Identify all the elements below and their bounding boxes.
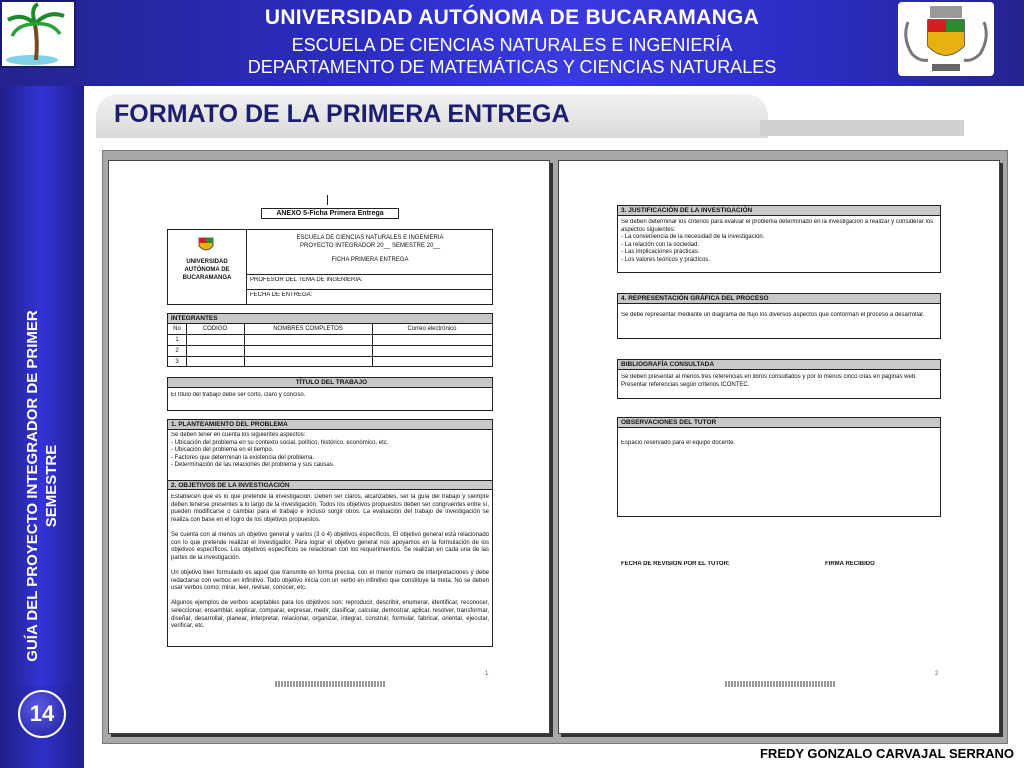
university-logo-caption: UNIVERSIDAD AUTÓNOMA DE BUCARAMANGA: [182, 259, 232, 281]
school-block: ESCUELA DE CIENCIAS NATURALES E INGENIERÍA PROYECTO INTEGRADOR 20__ SEMESTRE 20__: [296, 235, 444, 249]
graphic-header: 4. REPRESENTACIÓN GRÁFICA DEL PROCESO: [618, 294, 940, 304]
form-header-table: [167, 229, 493, 305]
objectives-text: Establecen qué es lo que pretende la investigación. Deben ser claros, alcanzables, ser la guía del trabajo y siempre deben tenerse presentes a lo largo de la investigación. Todos los objetivos propuestos deben ser congruentes entre sí, pueden modificarse o cambiar para el trabajo e incluso surgir otros. La evaluación del trabajo de investigación se realiza con base en el logro de los objetivos propuestos. Se cuenta con al menos un objetivo general y varios (3 ó 4) objetivos específicos. El objetivo general está relacionado con lo que pretende realizar el investigador. Para lograr el objetivo general nos apoyamos en la formulación de los objetivos específicos. Los objetivos específicos se relacionan con los requerimientos. Se realizan en cada una de las partes de la investigación. Un objetivo bien formulado es aquel que transmite en forma precisa, con el menor número de interpretaciones y debe redactarse con verbos en infinitivo. Todo objetivo inicia con un verbo en infinitivo que constituye la meta. No se deben usar verbos como: mirar, leer, revisar, conocer, etc. Algunos ejemplos de verbos aceptables para los objetivos son: reproducir, describir, enumerar, identificar, reconocer, seleccionar, ensamblar, explicar, comparar, expresar, medir, clasificar, calcular, demostrar, aplicar, resolver, transformar, diseñar, desarrollar, planear, interpretar, relacionar, organizar, integrar, construir, formular, fabricar, orientar, ejecutar, verificar, etc.: [171, 494, 489, 630]
justification-text: Se deben determinar los criterios para evaluar el problema determinado en la investigación a realizar y considerar los aspectos siguientes: - La conveniencia de la necesidad de la investigación. - La relación con la sociedad. - Las implicaciones prácticas. - Los valores teóricos y prácticos.: [621, 219, 934, 263]
guide-vertical-title: GUÍA DEL PROYECTO INTEGRADOR DE PRIMER SEMESTRE: [24, 310, 60, 662]
department-name: DEPARTAMENTO DE MATEMÁTICAS Y CIENCIAS NATURALES: [247, 57, 777, 77]
review-date-label: FECHA DE REVISIÓN POR EL TUTOR:: [621, 561, 730, 567]
member-row-3: 3: [175, 359, 179, 365]
slide-page-number: 14: [18, 690, 66, 738]
justification-box: [617, 205, 941, 273]
member-row-2: 2: [175, 348, 179, 354]
annex-title: ANEXO 5-Ficha Primera Entrega: [261, 208, 399, 219]
slide-title: FORMATO DE LA PRIMERA ENTREGA: [114, 100, 570, 128]
author-name: FREDY GONZALO CARVAJAL SERRANO: [759, 746, 1014, 761]
document-page-1: [108, 160, 550, 734]
page-2-footer: [725, 681, 835, 687]
school-name: ESCUELA DE CIENCIAS NATURALES E INGENIERÍA: [291, 35, 733, 55]
work-title-text: El título del trabajo debe ser corto, claro y conciso.: [171, 392, 306, 398]
bibliography-header: BIBLIOGRAFÍA CONSULTADA: [618, 360, 940, 370]
form-name: FICHA PRIMERA ENTREGA: [331, 257, 409, 263]
delivery-date-label: FECHA DE ENTREGA:: [250, 292, 313, 298]
signature-label: FIRMA RECIBIDO: [825, 561, 875, 567]
university-name: UNIVERSIDAD AUTÓNOMA DE BUCARAMANGA: [264, 6, 760, 29]
members-header: INTEGRANTES: [168, 314, 492, 324]
graphic-text: Se debe representar mediante un diagrama de flujo los diversos aspectos que conforman el proceso a desarrollar.: [621, 312, 925, 318]
members-col-names: NOMBRES COMPLETOS: [273, 326, 343, 332]
university-mini-logo: [196, 236, 216, 254]
problem-text: Se deben tener en cuenta los siguientes aspectos: - Ubicación del problema en su contexto social, político, histórico, económico, etc. - Ubicación del problema en el tiempo. - Factores que determinan la existencia del problema. - Determinación de las relaciones del problema y sus causas.: [171, 432, 389, 469]
tutor-observations-box: [617, 417, 941, 517]
problem-objectives-box: [167, 419, 493, 647]
member-row-1: 1: [175, 337, 179, 343]
work-title-box: [167, 377, 493, 411]
university-shield-logo: [898, 2, 994, 76]
work-title-header: TÍTULO DEL TRABAJO: [168, 378, 492, 388]
page-1-footer: [275, 681, 385, 687]
annex-marker: [327, 195, 328, 205]
tutor-header: OBSERVACIONES DEL TUTOR: [618, 418, 940, 428]
graphic-process-box: [617, 293, 941, 339]
members-col-email: Correo electrónico: [407, 326, 457, 332]
page-1-number: 1: [485, 671, 489, 677]
members-col-code: CODIGO: [202, 326, 228, 332]
document-page-2: [558, 160, 1000, 734]
palm-tree-logo: [0, 0, 76, 68]
problem-header: 1. PLANTEAMIENTO DEL PROBLEMA: [168, 420, 492, 430]
members-col-no: No: [173, 326, 181, 332]
bibliography-box: [617, 359, 941, 399]
tutor-text: Espacio reservado para el equipo docente.: [621, 440, 736, 446]
members-table: [167, 313, 493, 367]
page-2-number: 2: [935, 671, 939, 677]
left-sidebar: [0, 86, 84, 686]
objectives-header: 2. OBJETIVOS DE LA INVESTIGACIÓN: [168, 480, 492, 490]
justification-header: 3. JUSTIFICACIÓN DE LA INVESTIGACIÓN: [618, 206, 940, 216]
professor-label: PROFESOR DEL TEMA DE INGENIERÍA:: [250, 277, 363, 283]
title-bar-extension: [760, 120, 964, 136]
bibliography-text: Se deben presentar al menos tres referencias en libros consultados y por lo menos cinco citas en páginas web. Presentar referencias según criterios ICONTEC.: [621, 374, 917, 388]
